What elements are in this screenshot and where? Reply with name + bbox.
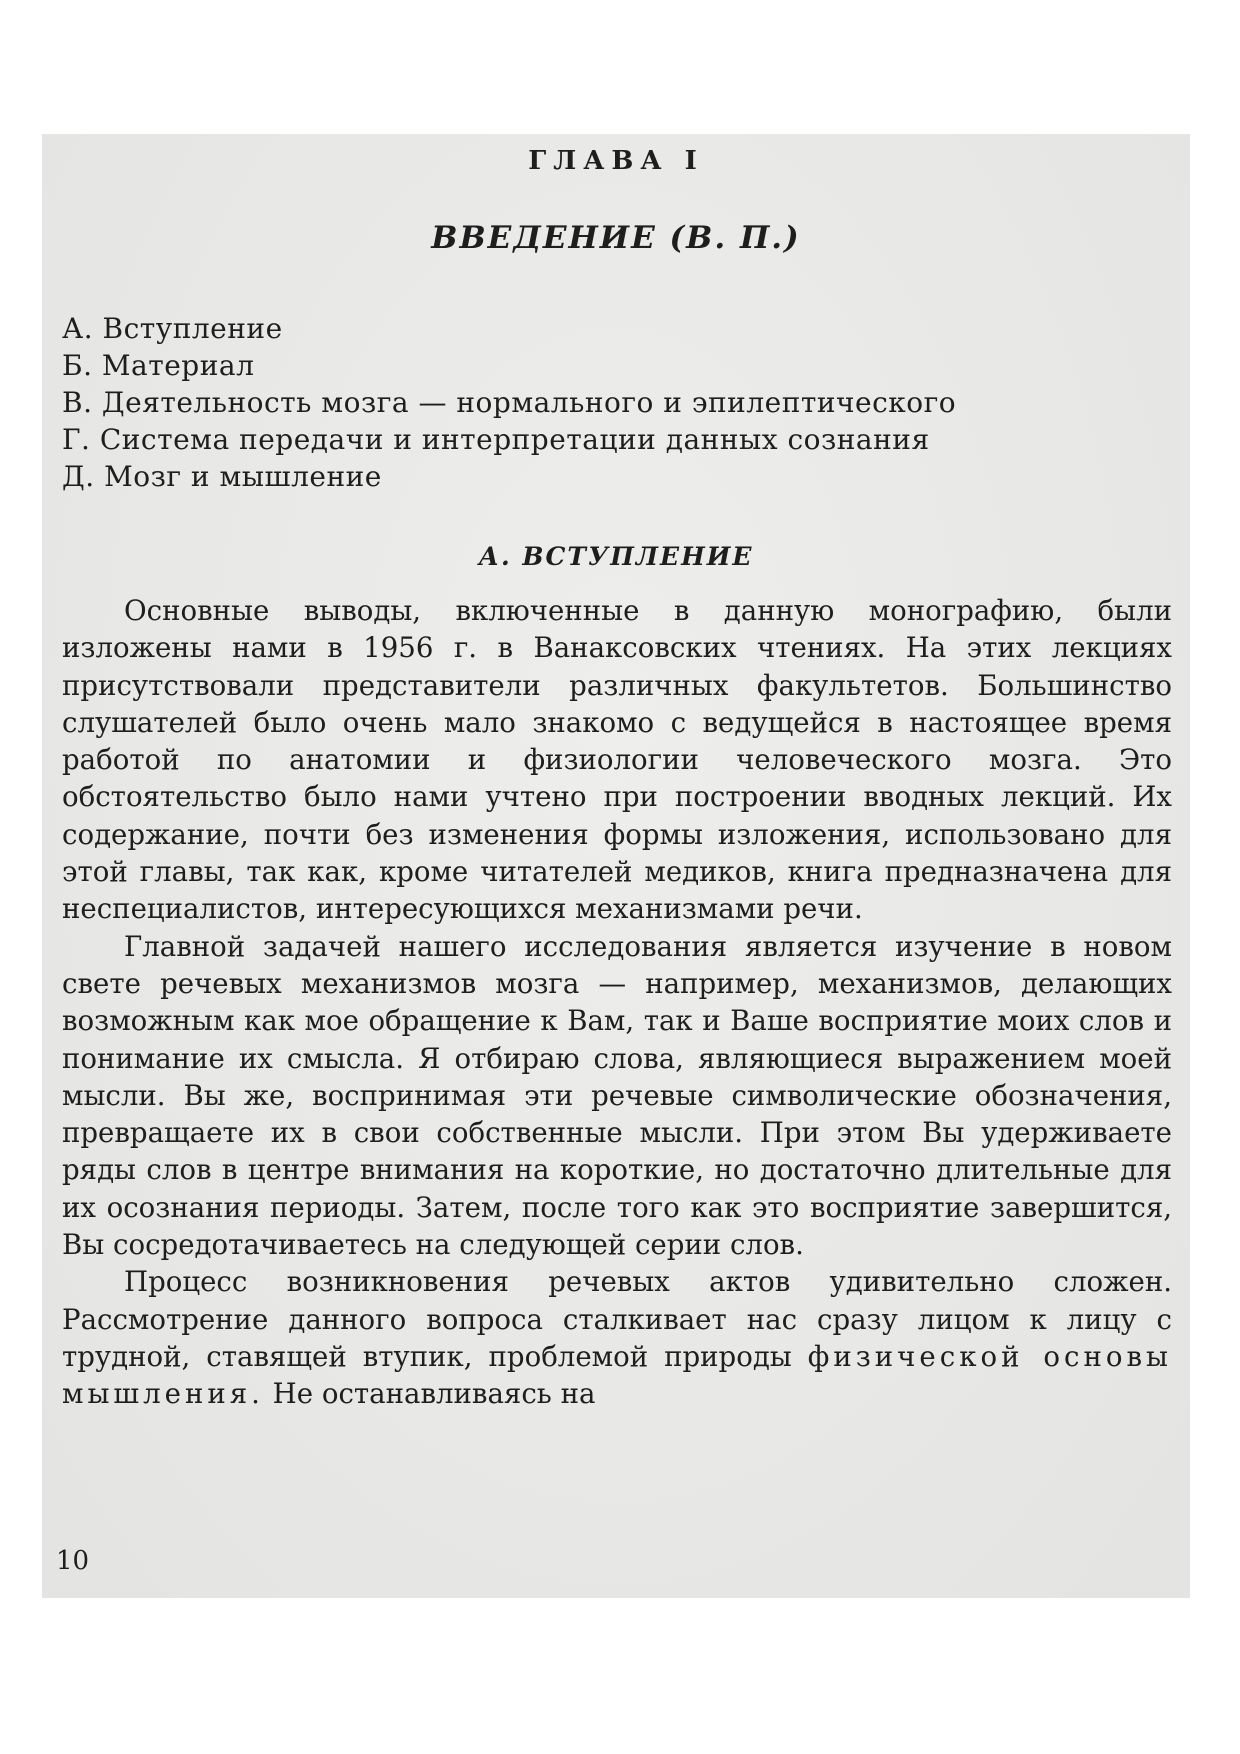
body-text [62, 592, 1172, 1413]
paragraph [62, 1263, 1172, 1412]
emphasized-text: физической основы мышления. [62, 1339, 1172, 1411]
paragraph: Главной задачей нашего исследования является изучение в новом свете речевых механизмов мозга — например, механизмов, делающих возможным как мое обращение к Вам, так и Ваше восприятие моих слов и понимание их смысла. Я отбираю слова, являющиеся выражением моей мысли. Вы же, воспринимая эти речевые символические обозначения, превращаете их в свои собственные мысли. При этом Вы удерживаете ряды слов в центре внимания на короткие, но достаточно длительные для их осознания периоды. Затем, после того как это восприятие завершится, Вы сосредотачиваетесь на следующей серии слов. [62, 929, 1172, 1262]
contents-item: Д. Мозг и мышление [62, 460, 382, 493]
contents-item: А. Вступление [62, 312, 283, 345]
contents-item: Г. Система передачи и интерпретации данных сознания [62, 423, 930, 456]
paragraph-end: Не останавливаясь на [263, 1377, 596, 1411]
chapter-title: ВВЕДЕНИЕ (В. П.) [431, 220, 801, 256]
paragraph-start: Процесс возникновения речевых актов удивительно сложен. Рассмотрение данного вопроса сталкивает нас сразу лицом к лицу с трудной, ставящей втупик, проблемой природы [62, 1265, 1172, 1373]
chapter-label: ГЛАВА I [528, 146, 704, 176]
contents-item: Б. Материал [62, 349, 255, 382]
paragraph: Основные выводы, включенные в данную монографию, были изложены нами в 1956 г. в Ванаксовских чтениях. На этих лекциях присутствовали представители различных факультетов. Большинство слушателей было очень мало знакомо с ведущейся в настоящее время работой по анатомии и физиологии человеческого мозга. Это обстоятельство было нами учтено при построении вводных лекций. Их содержание, почти без изменения формы изложения, использовано для этой главы, так как, кроме читателей медиков, книга предназначена для неспециалистов, интересующихся механизмами речи. [62, 594, 1172, 926]
contents-item: В. Деятельность мозга — нормального и эпилептического [62, 386, 957, 419]
book-page [42, 134, 1190, 1598]
chapter-contents [62, 310, 956, 495]
page-number: 10 [56, 1546, 90, 1576]
section-heading: А. ВСТУПЛЕНИЕ [478, 542, 754, 571]
scanned-page [42, 134, 1190, 1598]
